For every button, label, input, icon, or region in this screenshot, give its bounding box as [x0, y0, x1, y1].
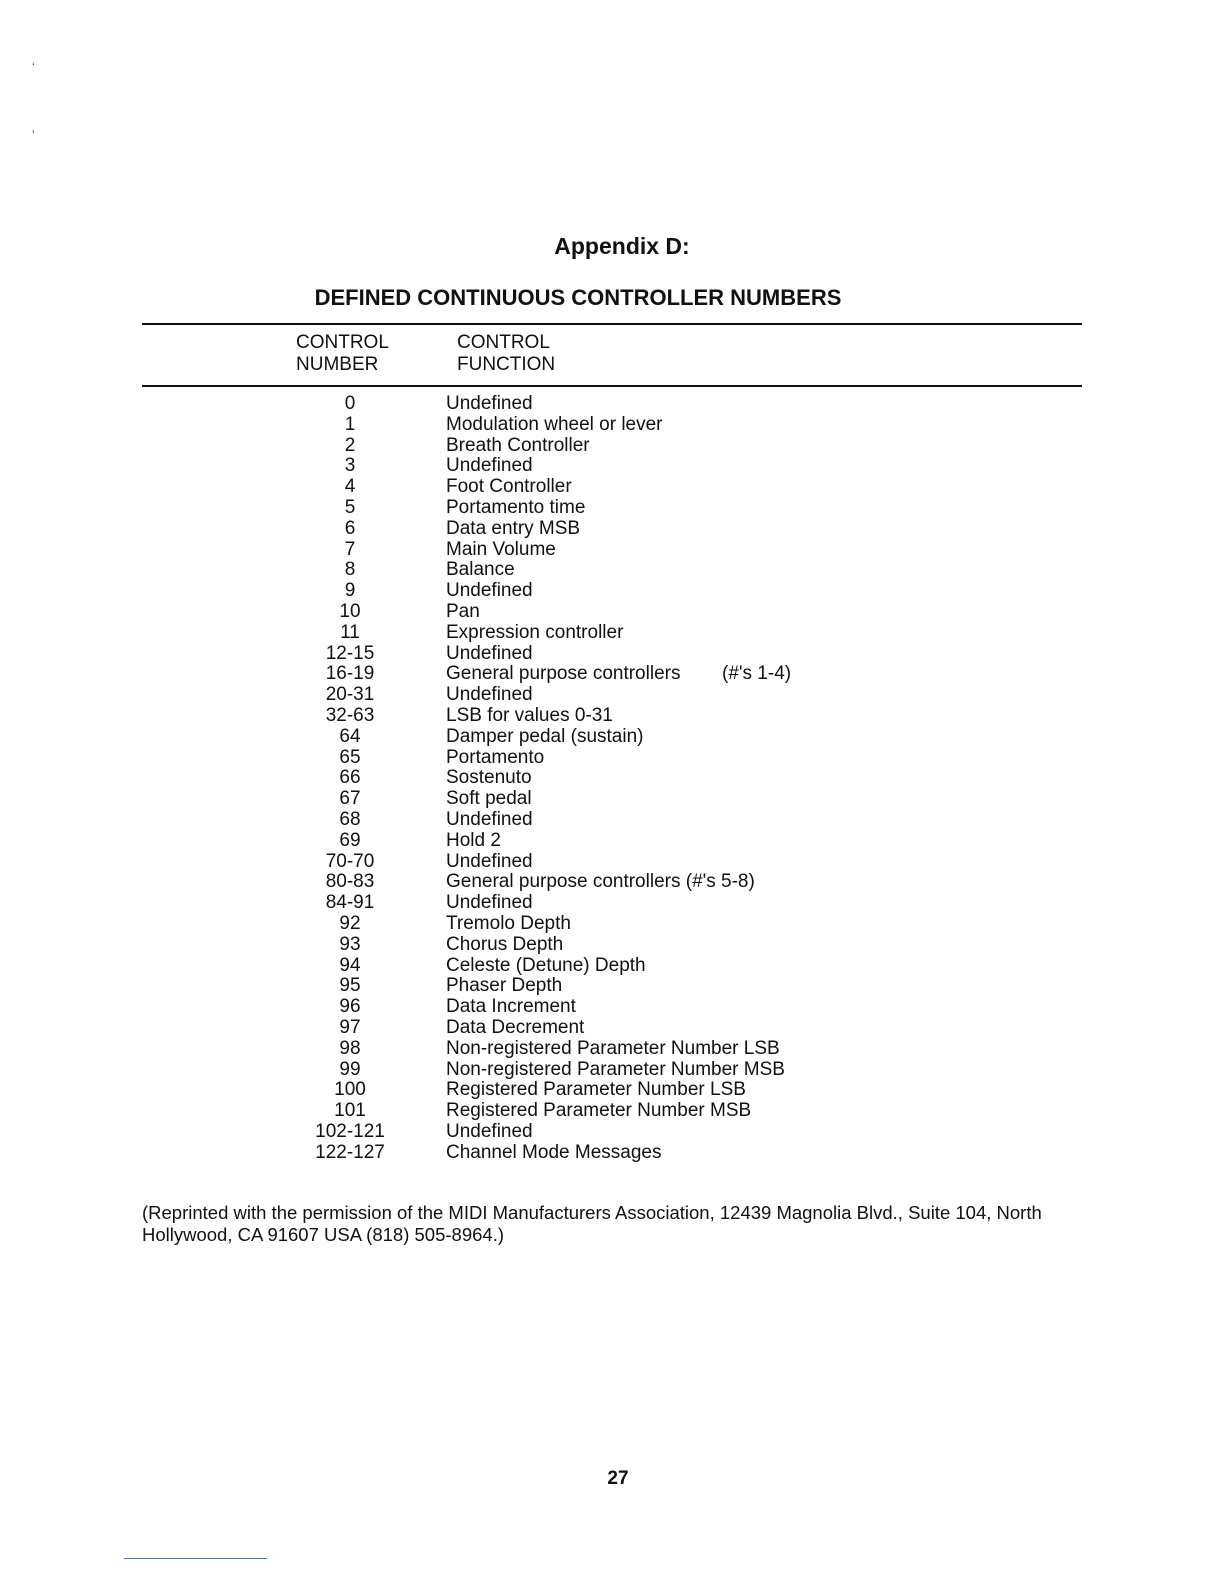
control-function: Main Volume [446, 538, 556, 560]
control-number: 12-15 [325, 642, 375, 664]
control-function: Registered Parameter Number LSB [446, 1079, 746, 1101]
control-number: 7 [344, 538, 356, 560]
control-number: 66 [339, 767, 361, 789]
control-function: Undefined [446, 393, 533, 414]
control-function: Foot Controller [446, 476, 572, 498]
control-function: Undefined [446, 892, 533, 914]
control-function: Channel Mode Messages [446, 1141, 662, 1163]
table-row [0, 705, 1224, 726]
control-function: Undefined [446, 1120, 533, 1142]
control-function: Sostenuto [446, 767, 532, 789]
table-row [0, 1100, 1224, 1121]
control-number: 11 [340, 621, 360, 643]
control-number: 101 [334, 1100, 366, 1122]
control-number: 94 [339, 954, 361, 976]
table-row [0, 913, 1224, 934]
control-number: 84-91 [325, 892, 375, 914]
control-number: 80-83 [325, 871, 375, 893]
table-row [0, 539, 1224, 560]
footer-link-line [124, 1558, 267, 1559]
control-function: Tremolo Depth [446, 912, 571, 934]
control-number: 95 [339, 975, 361, 997]
control-note: (#'s 1-4) [722, 663, 792, 685]
appendix-title: Appendix D: [554, 233, 690, 259]
control-number: 96 [339, 996, 361, 1018]
reprint-credit: (Reprinted with the permission of the MIDI Manufacturers Association, 12439 Magnolia Blvd., Suite 104, North Hollywood, CA 91607 USA (818) 505-8964.) [142, 1201, 1042, 1245]
table-row [0, 497, 1224, 518]
table-row [0, 747, 1224, 768]
table-row [0, 1142, 1224, 1163]
control-number: 102-121 [315, 1120, 385, 1142]
table-row [0, 393, 1224, 414]
table-row [0, 455, 1224, 476]
control-function: Damper pedal (sustain) [446, 725, 644, 747]
page-number: 27 [607, 1468, 629, 1489]
control-function: Undefined [446, 580, 533, 602]
control-function: Breath Controller [446, 434, 590, 456]
table-title: DEFINED CONTINUOUS CONTROLLER NUMBERS [314, 285, 842, 310]
control-number: 4 [344, 476, 356, 498]
control-number: 2 [344, 434, 356, 456]
column-header-line: CONTROL [296, 332, 389, 353]
column-header-number [296, 332, 389, 376]
control-function: Non-registered Parameter Number LSB [446, 1037, 780, 1059]
control-number: 99 [339, 1058, 361, 1080]
table-row [0, 955, 1224, 976]
column-header-line: NUMBER [296, 354, 379, 375]
control-number: 97 [339, 1016, 361, 1038]
table-row [0, 996, 1224, 1017]
control-number: 100 [334, 1079, 366, 1101]
control-number: 10 [339, 600, 361, 622]
control-function: Undefined [446, 455, 533, 477]
control-function: Chorus Depth [446, 933, 564, 955]
control-number: 8 [344, 559, 356, 581]
table-top-rule [142, 323, 1082, 325]
control-number: 3 [344, 455, 356, 477]
controller-table-body [0, 393, 1224, 1162]
table-row [0, 871, 1224, 892]
table-row [0, 684, 1224, 705]
column-header-line: FUNCTION [457, 354, 556, 375]
table-row [0, 767, 1224, 788]
control-function: Celeste (Detune) Depth [446, 954, 646, 976]
table-row [0, 643, 1224, 664]
table-row [0, 518, 1224, 539]
control-number: 64 [339, 725, 361, 747]
control-number: 93 [339, 933, 361, 955]
control-number: 98 [339, 1037, 361, 1059]
control-number: 70-70 [325, 850, 375, 872]
control-function: Modulation wheel or lever [446, 413, 663, 435]
control-number: 32-63 [325, 704, 375, 726]
table-row [0, 788, 1224, 809]
control-function: Non-registered Parameter Number MSB [446, 1058, 785, 1080]
control-function: Undefined [446, 850, 533, 872]
control-function: Expression controller [446, 621, 624, 643]
control-number: 6 [344, 517, 356, 539]
control-number: 5 [344, 496, 356, 518]
control-number: 67 [339, 788, 361, 810]
table-row [0, 830, 1224, 851]
table-header-rule [142, 385, 1082, 387]
control-number: 9 [344, 580, 356, 602]
control-function: Undefined [446, 642, 533, 664]
table-row [0, 892, 1224, 913]
control-function: Data entry MSB [446, 517, 581, 539]
control-function: Undefined [446, 808, 533, 830]
table-row [0, 414, 1224, 435]
control-function: Phaser Depth [446, 975, 563, 997]
table-row [0, 934, 1224, 955]
control-function: Balance [446, 559, 515, 581]
control-function: Portamento [446, 746, 545, 768]
table-row [0, 622, 1224, 643]
control-number: 92 [339, 912, 361, 934]
control-function: Registered Parameter Number MSB [446, 1100, 752, 1122]
table-row [0, 435, 1224, 456]
control-number: 0 [344, 393, 356, 414]
control-function: Portamento time [446, 496, 586, 518]
column-header-function [457, 332, 555, 376]
table-row [0, 663, 1224, 684]
control-function: General purpose controllers (#'s 5-8) [446, 871, 755, 893]
table-row [0, 1059, 1224, 1080]
control-function: Hold 2 [446, 829, 501, 851]
table-row [0, 1121, 1224, 1142]
table-row [0, 726, 1224, 747]
scan-mark: ‘ [32, 60, 35, 74]
control-number: 69 [339, 829, 361, 851]
control-number: 20-31 [325, 684, 375, 706]
table-row [0, 601, 1224, 622]
table-row [0, 851, 1224, 872]
control-number: 1 [344, 413, 356, 435]
control-function: Data Decrement [446, 1016, 585, 1038]
table-row [0, 1017, 1224, 1038]
column-header-line: CONTROL [457, 332, 550, 353]
table-row [0, 1079, 1224, 1100]
scan-mark: ’ [32, 128, 35, 142]
control-number: 16-19 [325, 663, 375, 685]
table-row [0, 1038, 1224, 1059]
control-function: Undefined [446, 684, 533, 706]
control-function: Pan [446, 600, 480, 622]
table-row [0, 580, 1224, 601]
control-function: LSB for values 0-31 [446, 704, 613, 726]
control-function: General purpose controllers [446, 663, 681, 685]
control-number: 65 [339, 746, 361, 768]
table-row [0, 476, 1224, 497]
control-number: 122-127 [315, 1141, 385, 1163]
control-function: Soft pedal [446, 788, 532, 810]
table-row [0, 975, 1224, 996]
table-row [0, 559, 1224, 580]
control-function: Data Increment [446, 996, 576, 1018]
table-row [0, 809, 1224, 830]
control-number: 68 [339, 808, 361, 830]
